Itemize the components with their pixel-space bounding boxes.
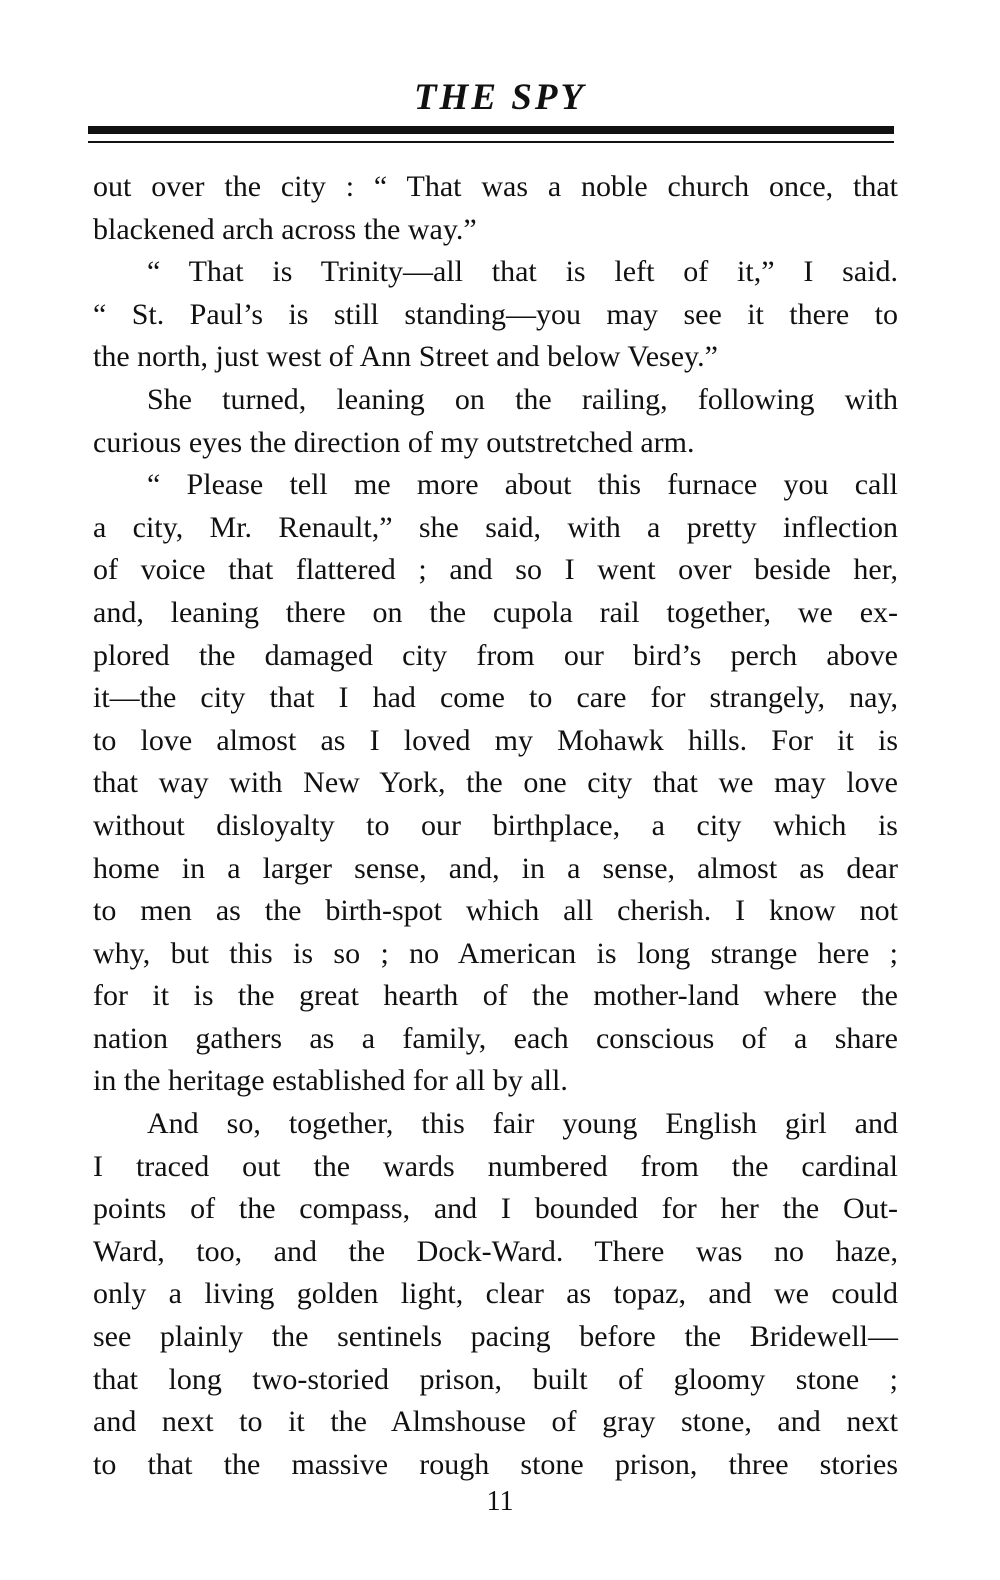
text-line: home in a larger sense, and, in a sense, almost as dear xyxy=(93,851,898,885)
text-line: And so, together, this fair young English girl and xyxy=(147,1107,898,1141)
running-title: THE SPY xyxy=(413,77,587,118)
text-line: She turned, leaning on the railing, following with xyxy=(147,382,898,416)
text-line: “ Please tell me more about this furnace you call xyxy=(147,468,898,502)
text-line: to love almost as I loved my Mohawk hills. For it is xyxy=(93,723,898,757)
text-line: only a living golden light, clear as topaz, and we could xyxy=(93,1277,898,1311)
text-line: for it is the great hearth of the mother-land where the xyxy=(93,979,898,1013)
text-line: plored the damaged city from our bird’s perch above xyxy=(93,638,898,672)
text-line: why, but this is so ; no American is long strange here ; xyxy=(93,936,898,970)
header-rule-thin xyxy=(88,141,894,143)
text-line: that way with New York, the one city that we may love xyxy=(93,766,898,800)
text-line: see plainly the sentinels pacing before the Bridewell— xyxy=(93,1320,898,1354)
text-line: “ St. Paul’s is still standing—you may see it there to xyxy=(93,297,898,331)
text-line: I traced out the wards numbered from the cardinal xyxy=(93,1149,898,1183)
text-line: “ That is Trinity—all that is left of it,” I said. xyxy=(147,255,898,289)
text-line: blackened arch across the way.” xyxy=(93,212,477,246)
text-line: of voice that flattered ; and so I went over beside her, xyxy=(93,553,898,587)
text-line: nation gathers as a family, each conscious of a share xyxy=(93,1021,898,1055)
text-line: Ward, too, and the Dock-Ward. There was no haze, xyxy=(93,1234,898,1268)
header-rule-thick xyxy=(88,126,894,134)
text-line: without disloyalty to our birthplace, a city which is xyxy=(93,808,898,842)
text-line: and next to it the Almshouse of gray stone, and next xyxy=(93,1405,898,1439)
text-line: out over the city : “ That was a noble church once, that xyxy=(93,170,898,203)
text-line: it—the city that I had come to care for strangely, nay, xyxy=(93,681,898,715)
text-line: the north, just west of Ann Street and below Vesey.” xyxy=(93,340,718,374)
text-line: to men as the birth-spot which all cherish. I know not xyxy=(93,894,898,928)
page-number: 11 xyxy=(486,1486,514,1517)
text-line: a city, Mr. Renault,” she said, with a pretty inflection xyxy=(93,510,898,544)
text-line: curious eyes the direction of my outstretched arm. xyxy=(93,425,695,459)
text-line: in the heritage established for all by all. xyxy=(93,1064,568,1098)
text-line: that long two-storied prison, built of gloomy stone ; xyxy=(93,1362,898,1396)
text-line: to that the massive rough stone prison, three stories xyxy=(93,1447,898,1481)
text-line: and, leaning there on the cupola rail together, we ex- xyxy=(93,595,898,629)
text-line: points of the compass, and I bounded for her the Out- xyxy=(93,1192,898,1226)
body-text xyxy=(93,166,898,1486)
